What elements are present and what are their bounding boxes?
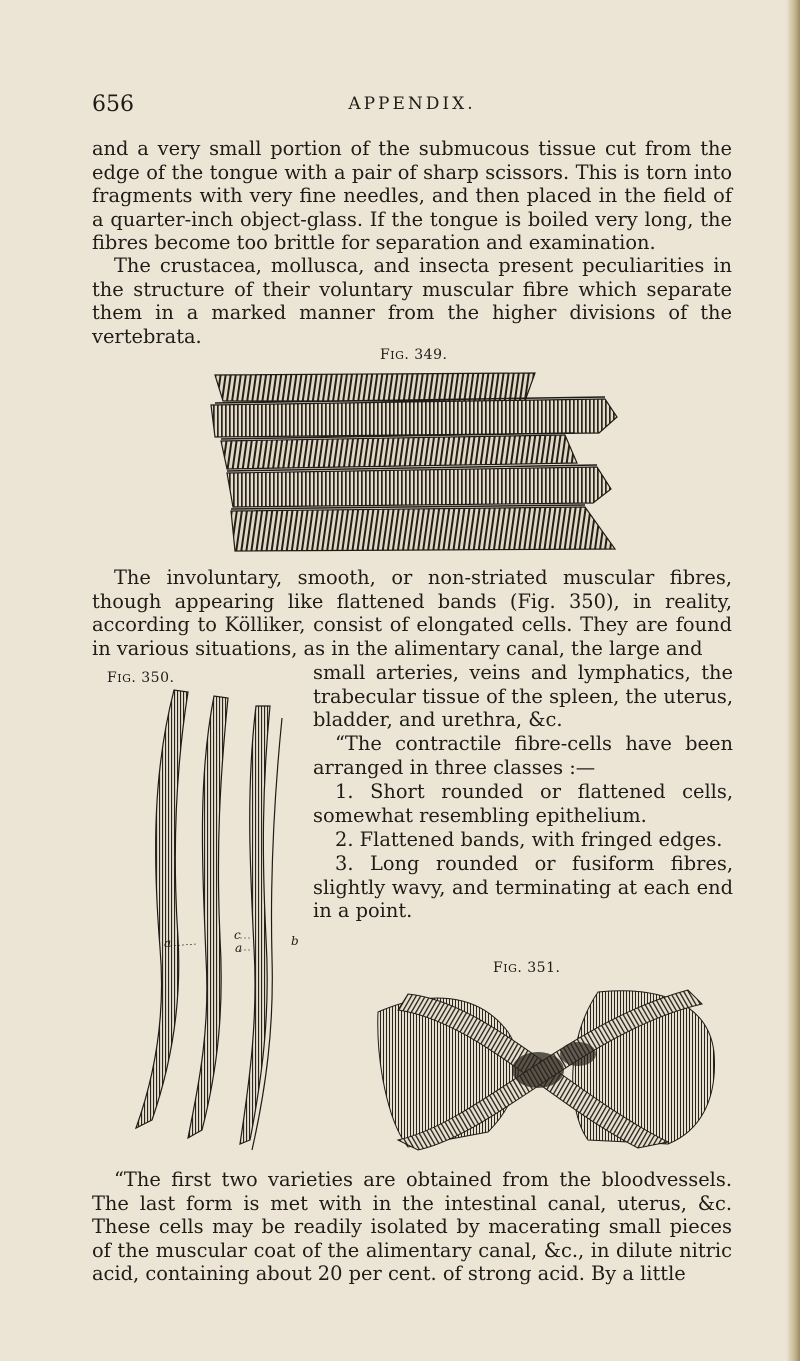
list-item-1: 1. Short rounded or flattened cells, somewhat resembling epithelium. <box>313 780 733 827</box>
paragraph-3-continued: small arteries, veins and lymphatics, the trabecular tissue of the spleen, the uterus, bladder, and urethra, &c. <box>313 661 733 732</box>
running-header <box>92 92 732 122</box>
paragraph-2: The crustacea, mollusca, and insecta present peculiarities in the structure of their voluntary muscular fibre which separate them in a marked manner from the higher divisions of the vertebrata. <box>92 254 732 348</box>
figure-350-label-a2: a <box>235 941 243 955</box>
paragraph-3: The involuntary, smooth, or non-striated muscular fibres, though appearing like flattened bands (Fig. 350), in reality, according to Kölliker, consist of elongated cells. They are found in various situations, as in the alimentary canal, the large and <box>92 566 732 660</box>
figure-350-label-b: b <box>291 934 299 948</box>
figure-350-label-a: a <box>164 936 172 950</box>
page-number: 656 <box>92 92 134 117</box>
figure-350-label-c: c <box>234 928 241 942</box>
figure-351-crossing-fibres <box>368 982 720 1152</box>
paragraph-4: “The contractile fibre-cells have been arranged in three classes :— <box>313 732 733 779</box>
list-item-2: 2. Flattened bands, with fringed edges. <box>335 828 723 851</box>
list-item-3: 3. Long rounded or fusiform fibres, slightly wavy, and terminating at each end in a point. <box>313 852 733 923</box>
figure-351-caption: FIG. 351. <box>493 960 561 976</box>
page-edge-shadow <box>786 0 800 1361</box>
figure-350-smooth-fibres <box>132 688 307 1153</box>
figure-349-striated-fibres <box>205 371 625 553</box>
paragraph-1: and a very small portion of the submucous tissue cut from the edge of the tongue with a pair of sharp scissors. This is torn into fragments with very fine needles, and then placed in the field of a quarter-inch object-glass. If the tongue is boiled very long, the fibres become too brittle for separation and examination. <box>92 137 732 255</box>
running-title: APPENDIX. <box>348 94 476 114</box>
paragraph-5: “The first two varieties are obtained from the bloodvessels. The last form is met with in the intestinal canal, uterus, &c. These cells may be readily isolated by macerating small pieces of the muscular coat of the alimentary canal, &c., in dilute nitric acid, containing about 20 per cent. of strong acid. By a little <box>92 1168 732 1286</box>
figure-349-caption: FIG. 349. <box>380 347 448 363</box>
figure-350-caption: FIG. 350. <box>107 670 175 686</box>
